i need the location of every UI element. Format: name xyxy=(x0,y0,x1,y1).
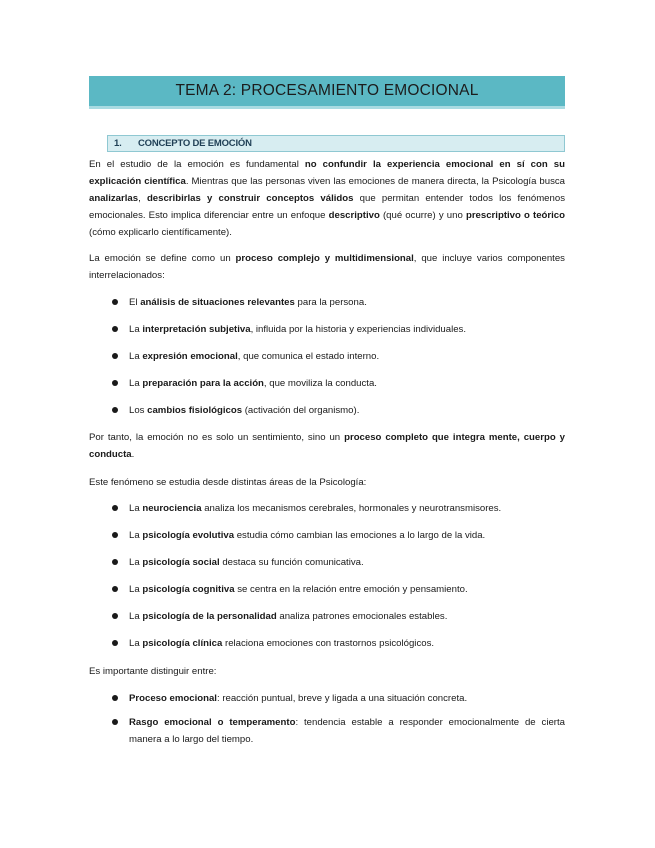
text-run: destaca su función comunicativa. xyxy=(219,557,364,568)
paragraph-intro xyxy=(89,156,565,241)
bullet-icon xyxy=(112,559,118,565)
section-heading xyxy=(107,135,565,152)
bold-run: expresión emocional xyxy=(142,351,238,362)
list-item xyxy=(89,348,565,365)
list-item xyxy=(89,690,565,707)
bold-run: cambios fisiológicos xyxy=(147,405,243,416)
paragraph-distinguish: Es importante distinguir entre: xyxy=(89,666,217,677)
text-run: (cómo explicarlo científicamente). xyxy=(89,227,232,238)
text-run: La xyxy=(129,324,143,335)
text-run: La xyxy=(129,503,143,514)
section-label: CONCEPTO DE EMOCIÓN xyxy=(138,138,252,149)
list-item xyxy=(89,402,565,419)
text-run: , xyxy=(138,193,147,204)
text-run: La xyxy=(129,351,143,362)
text-run: (activación del organismo). xyxy=(242,405,360,416)
text-run: : tendencia estable a responder emocionalmente de cierta manera a lo largo del tiempo. xyxy=(129,717,565,745)
text-run: La xyxy=(129,611,143,622)
paragraph-definition xyxy=(89,250,565,284)
text-run: , que comunica el estado interno. xyxy=(237,351,380,362)
text-run: La xyxy=(129,530,143,541)
text-run: : reacción puntual, breve y ligada a una situación concreta. xyxy=(216,693,468,704)
bullet-icon xyxy=(112,613,118,619)
list-item-text xyxy=(129,714,565,748)
components-list xyxy=(89,294,565,419)
text-run: , que incluye varios componentes interrelacionados: xyxy=(89,253,565,281)
text-run: que permitan entender todos los fenómenos emocionales. Esto implica diferenciar entre un enfoque xyxy=(89,193,565,221)
text-run: La xyxy=(129,557,143,568)
list-item xyxy=(89,608,565,625)
bullet-icon xyxy=(112,326,118,332)
bullet-icon xyxy=(112,640,118,646)
text-run: estudia cómo cambian las emociones a lo largo de la vida. xyxy=(234,530,486,541)
bold-run: psicología clínica xyxy=(142,638,223,649)
list-item-text xyxy=(129,608,565,625)
list-item-text xyxy=(129,321,565,338)
text-run: La emoción se define como un xyxy=(89,253,236,264)
distinction-list xyxy=(89,690,565,748)
list-item xyxy=(89,294,565,311)
bullet-icon xyxy=(112,407,118,413)
bold-run: psicología evolutiva xyxy=(142,530,235,541)
list-item-text xyxy=(129,554,565,571)
paragraph-areas-intro: Este fenómeno se estudia desde distintas áreas de la Psicología: xyxy=(89,477,367,488)
bold-run: preparación para la acción xyxy=(142,378,264,389)
text-run: , que moviliza la conducta. xyxy=(263,378,377,389)
list-item xyxy=(89,554,565,571)
text-run: se centra en la relación entre emoción y pensamiento. xyxy=(234,584,468,595)
bold-run: no confundir la experiencia emocional en sí con su explicación científica xyxy=(89,159,565,187)
bullet-icon xyxy=(112,353,118,359)
bullet-icon xyxy=(112,719,118,725)
bullet-icon xyxy=(112,505,118,511)
document-title: TEMA 2: PROCESAMIENTO EMOCIONAL xyxy=(175,82,479,99)
list-item xyxy=(89,714,565,748)
bold-run: neurociencia xyxy=(142,503,202,514)
text-run: Por tanto, la emoción no es solo un sentimiento, sino un xyxy=(89,432,345,443)
list-item xyxy=(89,635,565,652)
bold-run: proceso completo que integra mente, cuerpo y conducta xyxy=(89,432,565,460)
text-run: . Mientras que las personas viven las emociones de manera directa, la Psicología busca xyxy=(185,176,565,187)
paragraph-conclusion xyxy=(89,429,565,463)
list-item-text xyxy=(129,375,565,392)
list-item-text xyxy=(129,500,565,517)
bold-run: prescriptivo o teórico xyxy=(465,210,566,221)
text-run: relaciona emociones con trastornos psicológicos. xyxy=(222,638,435,649)
text-run: La xyxy=(129,584,143,595)
list-item-text xyxy=(129,402,565,419)
list-item xyxy=(89,500,565,517)
bold-run: Rasgo emocional o temperamento xyxy=(129,717,296,728)
bold-run: psicología cognitiva xyxy=(142,584,235,595)
list-item xyxy=(89,581,565,598)
text-run: analiza los mecanismos cerebrales, hormonales y neurotransmisores. xyxy=(201,503,502,514)
bullet-icon xyxy=(112,380,118,386)
list-item-text xyxy=(129,527,565,544)
section-number: 1. xyxy=(114,138,122,149)
list-item xyxy=(89,375,565,392)
list-item-text xyxy=(129,635,565,652)
text-run: Los xyxy=(129,405,148,416)
bullet-icon xyxy=(112,695,118,701)
text-run: , influida por la historia y experiencias individuales. xyxy=(250,324,467,335)
text-run: En el estudio de la emoción es fundamental xyxy=(89,159,305,170)
bold-run: interpretación subjetiva xyxy=(142,324,251,335)
list-item-text xyxy=(129,581,565,598)
bullet-icon xyxy=(112,586,118,592)
bold-run: psicología social xyxy=(142,557,220,568)
text-run: (qué ocurre) y uno xyxy=(379,210,466,221)
list-item xyxy=(89,321,565,338)
text-run: . xyxy=(131,449,135,460)
bold-run: análisis de situaciones relevantes xyxy=(140,297,295,308)
list-item xyxy=(89,527,565,544)
list-item-text xyxy=(129,690,565,707)
bold-run: analizarlas xyxy=(89,193,139,204)
document-title-band xyxy=(89,76,565,109)
bullet-icon xyxy=(112,532,118,538)
text-run: para la persona. xyxy=(294,297,367,308)
list-item-text xyxy=(129,294,565,311)
text-run: analiza patrones emocionales estables. xyxy=(276,611,448,622)
areas-list xyxy=(89,500,565,652)
text-run: La xyxy=(129,378,143,389)
bold-run: psicología de la personalidad xyxy=(142,611,277,622)
bold-run: descriptivo xyxy=(328,210,380,221)
bold-run: describirlas y construir conceptos válidos xyxy=(146,193,354,204)
text-run: El xyxy=(129,297,141,308)
bold-run: proceso complejo y multidimensional xyxy=(235,253,414,264)
bold-run: Proceso emocional xyxy=(129,693,217,704)
list-item-text xyxy=(129,348,565,365)
text-run: La xyxy=(129,638,143,649)
bullet-icon xyxy=(112,299,118,305)
